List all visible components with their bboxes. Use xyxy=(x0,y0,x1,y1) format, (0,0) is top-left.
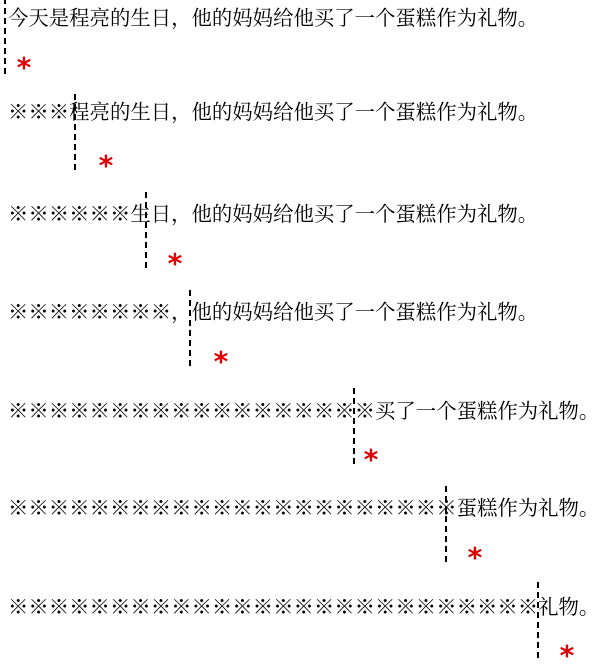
asterisk-marker-3: * xyxy=(167,247,183,280)
reading-cursor-7 xyxy=(537,582,539,658)
asterisk-marker-2: * xyxy=(98,149,114,182)
text-line-5: ※※※※※※※※※※※※※※※※※※买了一个蛋糕作为礼物。 xyxy=(8,399,600,423)
reading-cursor-2 xyxy=(74,94,76,170)
text-line-7: ※※※※※※※※※※※※※※※※※※※※※※※※※※礼物。 xyxy=(8,595,600,619)
text-line-6: ※※※※※※※※※※※※※※※※※※※※※※蛋糕作为礼物。 xyxy=(8,496,600,520)
asterisk-marker-7: * xyxy=(559,639,575,672)
text-line-2: ※※※程亮的生日，他的妈妈给他买了一个蛋糕作为礼物。 xyxy=(8,100,539,124)
asterisk-marker-5: * xyxy=(363,443,379,476)
reading-cursor-6 xyxy=(445,486,447,562)
text-line-3: ※※※※※※生日，他的妈妈给他买了一个蛋糕作为礼物。 xyxy=(8,202,539,226)
reading-cursor-4 xyxy=(189,290,191,366)
asterisk-marker-6: * xyxy=(467,541,483,574)
text-line-1: 今天是程亮的生日，他的妈妈给他买了一个蛋糕作为礼物。 xyxy=(8,6,539,30)
asterisk-marker-1: * xyxy=(16,51,32,84)
reading-cursor-5 xyxy=(353,388,355,464)
asterisk-marker-4: * xyxy=(213,345,229,378)
text-line-4: ※※※※※※※※，他的妈妈给他买了一个蛋糕作为礼物。 xyxy=(8,300,539,324)
reading-cursor-3 xyxy=(145,192,147,268)
reading-cursor-1 xyxy=(4,0,6,74)
